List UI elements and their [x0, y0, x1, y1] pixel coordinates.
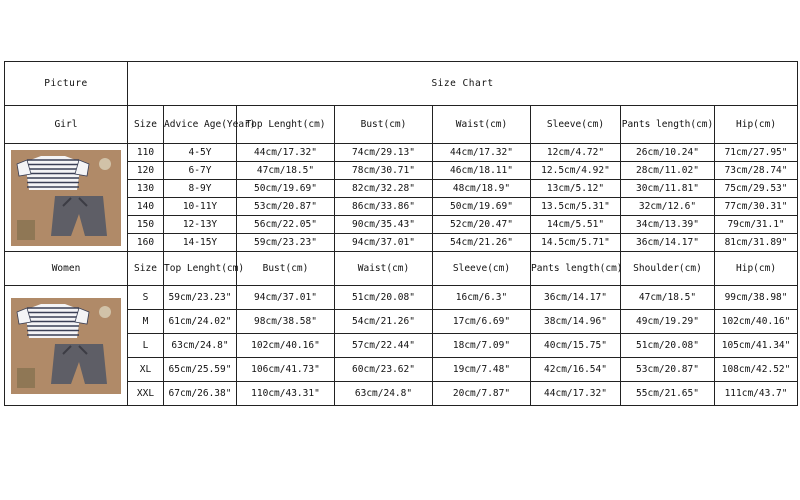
table-cell: 60cm/23.62" [335, 358, 433, 382]
table-cell: 53cm/20.87" [621, 358, 715, 382]
women-col-header: Sleeve(cm) [433, 252, 531, 286]
girl-header-row [5, 106, 798, 144]
table-cell: 105cm/41.34" [715, 334, 798, 358]
picture-header: Picture [5, 62, 128, 106]
table-cell: 10-11Y [164, 198, 237, 216]
table-cell: 30cm/11.81" [621, 180, 715, 198]
table-cell: 63cm/24.8" [335, 382, 433, 406]
table-cell: 54cm/21.26" [335, 310, 433, 334]
table-cell: 94cm/37.01" [237, 286, 335, 310]
women-col-header: Top Lenght(cm) [164, 252, 237, 286]
table-cell: 63cm/24.8" [164, 334, 237, 358]
girl-outfit-photo [11, 150, 121, 246]
table-cell: 26cm/10.24" [621, 144, 715, 162]
table-cell: 50cm/19.69" [237, 180, 335, 198]
women-col-header: Size [128, 252, 164, 286]
girl-col-header: Advice Age(Year) [164, 106, 237, 144]
table-cell: 110cm/43.31" [237, 382, 335, 406]
table-cell: 46cm/18.11" [433, 162, 531, 180]
girl-col-header: Top Lenght(cm) [237, 106, 335, 144]
girl-col-header: Bust(cm) [335, 106, 433, 144]
table-cell: 32cm/12.6" [621, 198, 715, 216]
table-cell: 99cm/38.98" [715, 286, 798, 310]
table-cell: 86cm/33.86" [335, 198, 433, 216]
table-cell: 81cm/31.89" [715, 234, 798, 252]
table-cell: 53cm/20.87" [237, 198, 335, 216]
table-cell: XL [128, 358, 164, 382]
table-cell: 16cm/6.3" [433, 286, 531, 310]
table-cell: 14.5cm/5.71" [531, 234, 621, 252]
table-cell: 82cm/32.28" [335, 180, 433, 198]
table-cell: 106cm/41.73" [237, 358, 335, 382]
table-cell: S [128, 286, 164, 310]
girl-col-header: Size [128, 106, 164, 144]
table-cell: 90cm/35.43" [335, 216, 433, 234]
table-cell: 57cm/22.44" [335, 334, 433, 358]
table-cell: 140 [128, 198, 164, 216]
girl-col-header: Waist(cm) [433, 106, 531, 144]
table-cell: 6-7Y [164, 162, 237, 180]
women-col-header: Shoulder(cm) [621, 252, 715, 286]
table-cell: 98cm/38.58" [237, 310, 335, 334]
table-cell: 55cm/21.65" [621, 382, 715, 406]
table-cell: 18cm/7.09" [433, 334, 531, 358]
table-cell: 8-9Y [164, 180, 237, 198]
women-col-header: Hip(cm) [715, 252, 798, 286]
women-col-header: Bust(cm) [237, 252, 335, 286]
table-cell: 14cm/5.51" [531, 216, 621, 234]
table-cell: L [128, 334, 164, 358]
table-cell: 44cm/17.32" [531, 382, 621, 406]
table-cell: 42cm/16.54" [531, 358, 621, 382]
table-cell: 130 [128, 180, 164, 198]
table-cell: 75cm/29.53" [715, 180, 798, 198]
table-cell: 59cm/23.23" [164, 286, 237, 310]
table-cell: 108cm/42.52" [715, 358, 798, 382]
table-cell: 38cm/14.96" [531, 310, 621, 334]
table-cell: 28cm/11.02" [621, 162, 715, 180]
table-cell: 19cm/7.48" [433, 358, 531, 382]
table-cell: 4-5Y [164, 144, 237, 162]
table-cell: 52cm/20.47" [433, 216, 531, 234]
table-cell: 47cm/18.5" [621, 286, 715, 310]
size-chart-table [4, 61, 798, 406]
table-cell: 48cm/18.9" [433, 180, 531, 198]
table-cell: 102cm/40.16" [715, 310, 798, 334]
table-cell: 50cm/19.69" [433, 198, 531, 216]
table-cell: 13.5cm/5.31" [531, 198, 621, 216]
girl-photo-cell [5, 144, 128, 252]
women-label: Women [5, 252, 128, 286]
table-cell: 59cm/23.23" [237, 234, 335, 252]
table-cell: 44cm/17.32" [237, 144, 335, 162]
table-cell: M [128, 310, 164, 334]
table-cell: 150 [128, 216, 164, 234]
title-row [5, 62, 798, 106]
table-cell: 34cm/13.39" [621, 216, 715, 234]
table-cell: 13cm/5.12" [531, 180, 621, 198]
table-cell: 12.5cm/4.92" [531, 162, 621, 180]
table-cell: 120 [128, 162, 164, 180]
table-cell: 77cm/30.31" [715, 198, 798, 216]
table-cell: 74cm/29.13" [335, 144, 433, 162]
table-cell: 94cm/37.01" [335, 234, 433, 252]
table-cell: 65cm/25.59" [164, 358, 237, 382]
table-cell: 47cm/18.5" [237, 162, 335, 180]
table-cell: 102cm/40.16" [237, 334, 335, 358]
table-cell: 12cm/4.72" [531, 144, 621, 162]
table-cell: 78cm/30.71" [335, 162, 433, 180]
size-chart-title: Size Chart [128, 62, 798, 106]
table-cell: 67cm/26.38" [164, 382, 237, 406]
table-cell: 12-13Y [164, 216, 237, 234]
women-photo-cell [5, 286, 128, 406]
table-cell: 20cm/7.87" [433, 382, 531, 406]
table-cell: 110 [128, 144, 164, 162]
table-row [5, 286, 798, 310]
table-cell: 56cm/22.05" [237, 216, 335, 234]
table-cell: 36cm/14.17" [621, 234, 715, 252]
table-cell: 49cm/19.29" [621, 310, 715, 334]
women-header-row [5, 252, 798, 286]
girl-label: Girl [5, 106, 128, 144]
table-cell: 17cm/6.69" [433, 310, 531, 334]
table-cell: 40cm/15.75" [531, 334, 621, 358]
table-cell: 51cm/20.08" [621, 334, 715, 358]
table-cell: 160 [128, 234, 164, 252]
table-cell: 73cm/28.74" [715, 162, 798, 180]
table-cell: 71cm/27.95" [715, 144, 798, 162]
girl-col-header: Hip(cm) [715, 106, 798, 144]
girl-col-header: Sleeve(cm) [531, 106, 621, 144]
table-cell: 14-15Y [164, 234, 237, 252]
table-row [5, 144, 798, 162]
table-cell: XXL [128, 382, 164, 406]
table-cell: 61cm/24.02" [164, 310, 237, 334]
table-cell: 51cm/20.08" [335, 286, 433, 310]
women-col-header: Pants length(cm) [531, 252, 621, 286]
girl-col-header: Pants length(cm) [621, 106, 715, 144]
table-cell: 54cm/21.26" [433, 234, 531, 252]
women-col-header: Waist(cm) [335, 252, 433, 286]
table-cell: 111cm/43.7" [715, 382, 798, 406]
women-outfit-photo [11, 298, 121, 394]
table-cell: 36cm/14.17" [531, 286, 621, 310]
table-cell: 44cm/17.32" [433, 144, 531, 162]
table-cell: 79cm/31.1" [715, 216, 798, 234]
